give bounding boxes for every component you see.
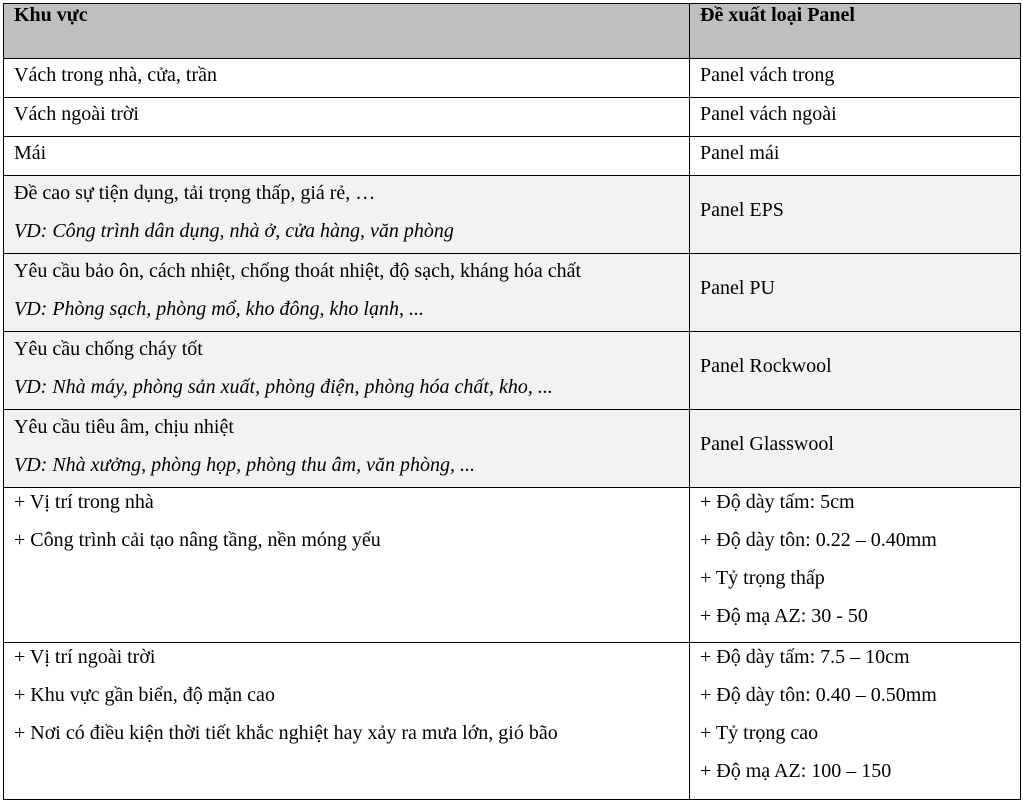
example-text: VD: Phòng sạch, phòng mổ, kho đông, kho lạnh, ... (14, 298, 424, 320)
spec-item: + Tỷ trọng cao (700, 722, 819, 744)
panel-cell: Panel PU (690, 254, 1021, 332)
area-cell: Vách ngoài trời (4, 98, 690, 137)
condition-item: + Vị trí ngoài trời (14, 646, 156, 668)
condition-item: + Công trình cải tạo nâng tầng, nền móng yếu (14, 529, 381, 551)
table-row (4, 643, 1021, 800)
spec-item: + Độ mạ AZ: 100 – 150 (700, 760, 892, 782)
example-text: VD: Công trình dân dụng, nhà ở, cửa hàng, văn phòng (14, 220, 454, 242)
spec-item: + Độ dày tấm: 7.5 – 10cm (700, 646, 910, 668)
example-text: VD: Nhà xưởng, phòng họp, phòng thu âm, văn phòng, ... (14, 454, 475, 476)
area-cell: Vách trong nhà, cửa, trần (4, 59, 690, 98)
condition-item: + Khu vực gần biển, độ mặn cao (14, 684, 275, 706)
specs-cell (690, 488, 1021, 643)
panel-cell: Panel mái (690, 137, 1021, 176)
table-row (4, 176, 1021, 254)
panel-cell: Panel vách ngoài (690, 98, 1021, 137)
spec-item: + Độ dày tôn: 0.22 – 0.40mm (700, 529, 937, 551)
spec-item: + Độ dày tôn: 0.40 – 0.50mm (700, 684, 937, 706)
conditions-cell (4, 488, 690, 643)
area-cell: Mái (4, 137, 690, 176)
requirement-text: Yêu cầu chống cháy tốt (14, 338, 203, 360)
requirement-text: Yêu cầu tiêu âm, chịu nhiệt (14, 416, 234, 438)
table-row (4, 254, 1021, 332)
panel-cell: Panel EPS (690, 176, 1021, 254)
condition-item: + Nơi có điều kiện thời tiết khắc nghiệt hay xảy ra mưa lớn, gió bão (14, 722, 558, 744)
spec-item: + Độ dày tấm: 5cm (700, 491, 855, 513)
spec-item: + Độ mạ AZ: 30 - 50 (700, 605, 868, 627)
spec-item: + Tỷ trọng thấp (700, 567, 825, 589)
conditions-cell (4, 643, 690, 800)
header-panel-type: Đề xuất loại Panel (690, 4, 1021, 59)
table-row (4, 59, 1021, 98)
requirement-cell (4, 254, 690, 332)
table-header-row (4, 4, 1021, 59)
panel-recommendation-table (3, 3, 1021, 800)
table-row (4, 488, 1021, 643)
table-row (4, 98, 1021, 137)
requirement-text: Yêu cầu bảo ôn, cách nhiệt, chống thoát nhiệt, độ sạch, kháng hóa chất (14, 260, 582, 282)
panel-cell: Panel Glasswool (690, 410, 1021, 488)
requirement-cell (4, 332, 690, 410)
table-row (4, 137, 1021, 176)
condition-item: + Vị trí trong nhà (14, 491, 154, 513)
header-area: Khu vực (4, 4, 690, 59)
requirement-cell (4, 410, 690, 488)
example-text: VD: Nhà máy, phòng sản xuất, phòng điện, phòng hóa chất, kho, ... (14, 376, 553, 398)
requirement-text: Đề cao sự tiện dụng, tải trọng thấp, giá rẻ, … (14, 182, 376, 204)
table-row (4, 410, 1021, 488)
panel-cell: Panel vách trong (690, 59, 1021, 98)
table-row (4, 332, 1021, 410)
panel-cell: Panel Rockwool (690, 332, 1021, 410)
requirement-cell (4, 176, 690, 254)
specs-cell (690, 643, 1021, 800)
